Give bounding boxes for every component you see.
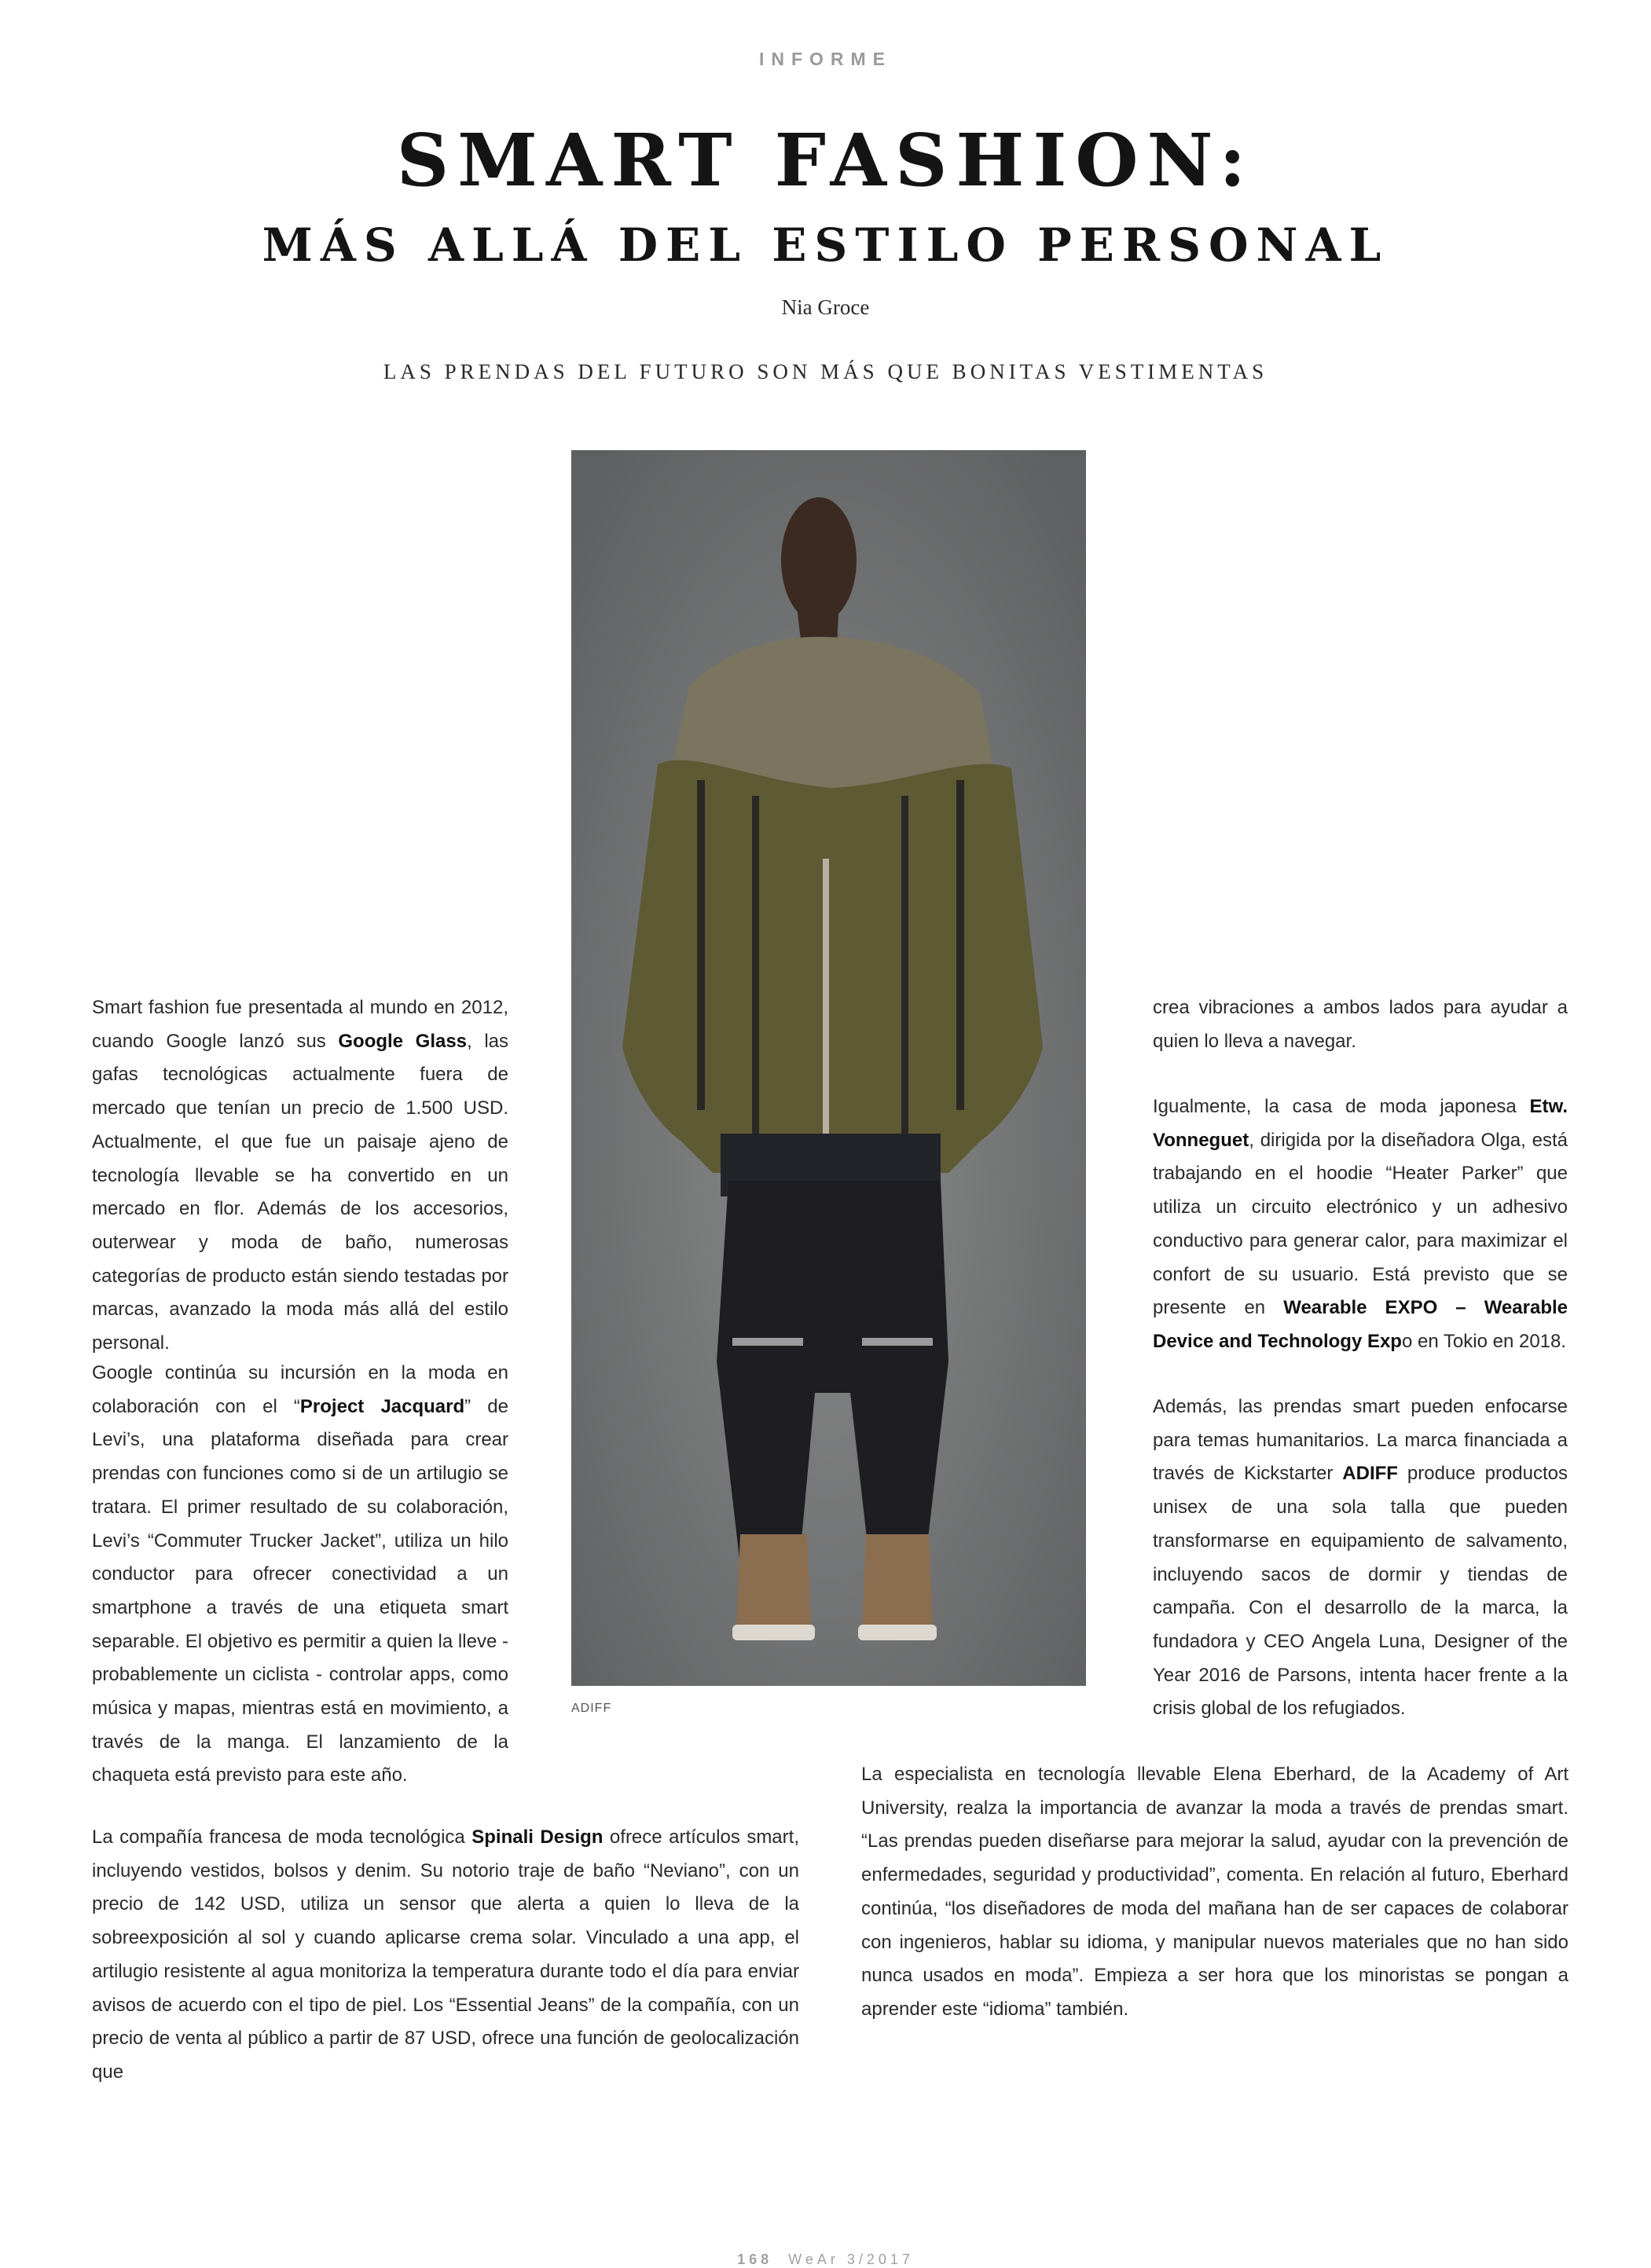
article-tagline: LAS PRENDAS DEL FUTURO SON MÁS QUE BONITAS VESTIMENTAS [383,360,1268,383]
text-run: produce productos unisex de una sola talla que pueden transformarse en equipamiento de salvamento, incluyendo sacos de dormir y tiendas de campaña. Con el desarrollo de la marca, la fundadora y CEO Angela Luna, Designer of the Year 2016 de Parsons, intenta hacer frente a la crisis global de los refugiados. [1153,1463,1568,1720]
page-title: SMART FASHION: [396,118,1255,203]
photo-caption: ADIFF [571,1702,612,1715]
article-photo [571,450,1086,1686]
bold-term: Spinali Design [471,1826,604,1848]
text-run: Smart fashion fue presentada al mundo en 2012, cuando Google lanzó sus [92,997,508,1052]
paragraph-2 [92,1357,508,1793]
paragraph-7 [861,1758,1568,2027]
paragraph-1 [92,991,508,1361]
text-run: Igualmente, la casa de moda japonesa [1153,1096,1530,1117]
paragraph-4 [1153,991,1568,1058]
text-run: o en Tokio en 2018. [1401,1330,1567,1352]
bold-term: Project Jacquard [299,1395,465,1417]
person-back-photo [571,450,1086,1686]
bold-term: Google Glass [338,1030,468,1052]
publication-issue: WeAr 3/2017 [788,2252,914,2267]
author-byline: Nia Groce [781,295,870,319]
text-run: La compañía francesa de moda tecnológica [92,1826,472,1848]
text-run: Además, las prendas smart pueden enfocarse para temas humanitarios. La marca financiada a través de Kickstarter [1153,1396,1568,1485]
paragraph-3 [92,1821,799,2090]
bold-term: Etw. Vonneguet [1153,1096,1568,1151]
text-run: Google continúa su incursión en la moda en colaboración con el “ [92,1362,508,1417]
bold-term: Wearable EXPO – Wearable Device and Technology Exp [1153,1297,1568,1352]
bold-term: ADIFF [1342,1463,1398,1485]
text-run: ofrece artículos smart, incluyendo vestidos, bolsos y denim. Su notorio traje de baño “Neviano”, con un precio de 142 USD, utiliza un sensor que alerta a quien lo lleva de la sobreexposición al sol y cuando aplicarse crema solar. Vinculado a una app, el artilugio resistente al agua monitoriza la temperatura durante todo el día para enviar avisos de acuerdo con el tipo de piel. Los “Essential Jeans” de la compañía, con un precio de venta al público a partir de 87 USD, ofrece una función de geolocalización que [92,1826,799,2083]
text-run: crea vibraciones a ambos lados para ayudar a quien lo lleva a navegar. [1153,997,1568,1052]
page-footer [0,2252,1651,2268]
section-label: INFORME [758,49,893,69]
text-run: La especialista en tecnología llevable Elena Eberhard, de la Academy of Art University, realza la importancia de avanzar la moda a través de prendas smart. “Las prendas pueden diseñarse para mejorar la salud, ayudar con la prevención de enfermedades, seguridad y productividad”, comenta. En relación al futuro, Eberhard continúa, “los diseñadores de moda del mañana han de ser capaces de colaborar con ingenieros, hablar su idioma, y manipular nuevos materiales que no han sido nunca usados en moda”. Empieza a ser hora que los minoristas se pongan a aprender este “idioma” también. [861,1764,1568,2020]
paragraph-5 [1153,1090,1568,1359]
text-run: ” de Levi’s, una plataforma diseñada para crear prendas con funciones como si de un artilugio se tratara. El primer resultado de su colaboración, Levi’s “Commuter Trucker Jacket”, utiliza un hilo conductor para ofrecer conectividad a un smartphone a través de una etiqueta smart separable. El objetivo es permitir a quien la lleve - probablemente un ciclista - controlar apps, como música y mapas, mientras está en movimiento, a través de la manga. El lanzamiento de la chaqueta está previsto para este año. [92,1395,508,1786]
text-run: , dirigida por la diseñadora Olga, está trabajando en el hoodie “Heater Parker” que utiliza un circuito electrónico y un adhesivo conductivo para generar calor, para maximizar el confort de su usuario. Está previsto que se presente en [1153,1129,1568,1319]
page-subtitle: MÁS ALLÁ DEL ESTILO PERSONAL [262,218,1389,272]
paragraph-6 [1153,1390,1568,1726]
text-run: , las gafas tecnológicas actualmente fuera de mercado que tenían un precio de 1.500 USD. Actualmente, el que fue un paisaje ajeno de tecnología llevable se ha convertido en un mercado en flor. Además de los accesorios, outerwear y moda de baño, numerosas categorías de producto están siendo testadas por marcas, avanzado la moda más allá del estilo personal. [92,1030,509,1354]
page-number: 168 [737,2252,773,2267]
